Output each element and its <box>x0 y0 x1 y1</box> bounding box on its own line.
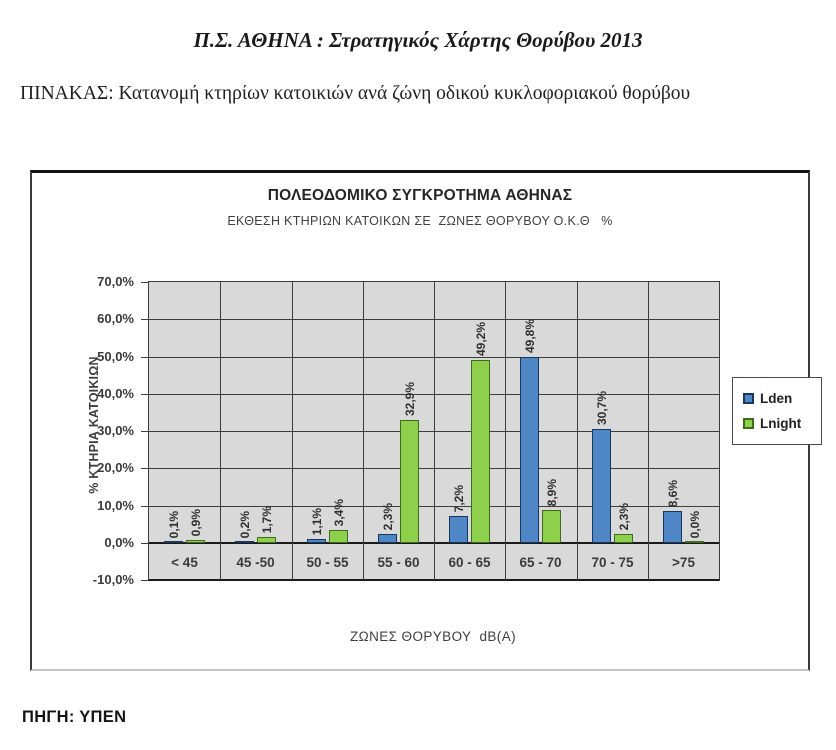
bar-lden <box>378 534 397 543</box>
y-tick-label: 50,0% <box>97 349 134 364</box>
bar-lnight <box>400 420 419 543</box>
category-separator <box>505 282 506 580</box>
bar-value-label: 49,2% <box>474 321 488 356</box>
y-tick-mark <box>141 394 149 395</box>
bar-lnight <box>542 510 561 543</box>
legend <box>732 377 822 445</box>
y-tick-mark <box>141 580 149 581</box>
bar-value-label: 7,2% <box>452 484 466 512</box>
category-separator <box>220 282 221 580</box>
y-tick-mark <box>141 506 149 507</box>
bar-lden <box>663 511 682 543</box>
bar-value-label: 0,9% <box>189 508 203 536</box>
category-separator <box>292 282 293 580</box>
y-tick-mark <box>141 357 149 358</box>
bar-lden <box>164 541 183 543</box>
legend-swatch-lden <box>743 393 754 404</box>
y-tick-mark <box>141 282 149 283</box>
category-separator <box>434 282 435 580</box>
y-tick-label: 20,0% <box>97 460 134 475</box>
y-axis-title: % ΚΤΗΡΙΑ ΚΑΤΟΙΚΙΩΝ <box>87 356 101 494</box>
bar-value-label: 32,9% <box>403 381 417 416</box>
category-separator <box>648 282 649 580</box>
bar-lnight <box>257 537 276 543</box>
table-caption: ΠΙΝΑΚΑΣ: Κατανομή κτηρίων κατοικιών ανά ζώνη οδικού κυκλοφοριακού θορύβου <box>20 83 691 104</box>
bar-lden <box>307 539 326 543</box>
category-label: < 45 <box>171 554 198 570</box>
category-label: 50 - 55 <box>306 554 349 570</box>
bar-value-label: 1,1% <box>310 507 324 535</box>
legend-swatch-lnight <box>743 418 754 429</box>
bar-lnight <box>186 540 205 543</box>
bar-lnight <box>685 541 704 543</box>
bar-value-label: 8,6% <box>666 479 680 507</box>
legend-label: Lden <box>760 391 793 406</box>
bar-value-label: 0,2% <box>238 510 252 538</box>
chart-subtitle: ΕΚΘΕΣΗ ΚΤΗΡΙΩΝ ΚΑΤΟΙΚΩΝ ΣΕ ΖΩΝΕΣ ΘΟΡΥΒΟΥ Ο.Κ.Θ % <box>227 214 613 228</box>
category-label: 45 -50 <box>236 554 275 570</box>
category-label: 55 - 60 <box>377 554 420 570</box>
category-label: 70 - 75 <box>591 554 634 570</box>
bar-lden <box>592 429 611 543</box>
bar-value-label: 1,7% <box>260 505 274 533</box>
y-tick-mark <box>141 319 149 320</box>
bar-lnight <box>614 534 633 543</box>
chart-frame <box>30 170 810 671</box>
bar-value-label: 49,8% <box>523 318 537 353</box>
bar-lnight <box>329 530 348 543</box>
bar-lden <box>449 516 468 543</box>
y-tick-label: 30,0% <box>97 423 134 438</box>
y-tick-label: 70,0% <box>97 274 134 289</box>
y-tick-label: 10,0% <box>97 498 134 513</box>
bar-value-label: 0,0% <box>688 510 702 538</box>
bar-lden <box>520 357 539 543</box>
y-tick-label: 0,0% <box>104 535 134 550</box>
bar-value-label: 30,7% <box>595 390 609 425</box>
category-label: 65 - 70 <box>519 554 562 570</box>
bar-value-label: 0,1% <box>167 510 181 538</box>
y-tick-mark <box>141 543 149 544</box>
bar-lden <box>235 541 254 543</box>
bar-value-label: 2,3% <box>381 502 395 530</box>
y-tick-mark <box>141 431 149 432</box>
bar-lnight <box>471 360 490 543</box>
bar-value-label: 8,9% <box>545 478 559 506</box>
y-tick-label: -10,0% <box>92 572 134 587</box>
legend-item <box>743 391 813 406</box>
source-text: ΠΗΓΗ: ΥΠΕΝ <box>22 708 127 726</box>
y-tick-label: 40,0% <box>97 386 134 401</box>
category-separator <box>577 282 578 580</box>
bar-value-label: 2,3% <box>617 502 631 530</box>
legend-label: Lnight <box>760 416 802 431</box>
category-separator <box>363 282 364 580</box>
legend-item <box>743 416 813 431</box>
chart-title: ΠΟΛΕΟΔΟΜΙΚΟ ΣΥΓΚΡΟΤΗΜΑ ΑΘΗΝΑΣ <box>267 187 573 204</box>
bar-value-label: 3,4% <box>332 498 346 526</box>
category-label: >75 <box>672 554 695 570</box>
y-tick-label: 60,0% <box>97 311 134 326</box>
x-axis-title: ΖΩΝΕΣ ΘΟΡΥΒΟΥ dB(A) <box>349 629 517 644</box>
category-label: 60 - 65 <box>448 554 491 570</box>
y-tick-mark <box>141 468 149 469</box>
page-title: Π.Σ. ΑΘΗΝΑ : Στρατηγικός Χάρτης Θορύβου 2013 <box>193 28 643 52</box>
